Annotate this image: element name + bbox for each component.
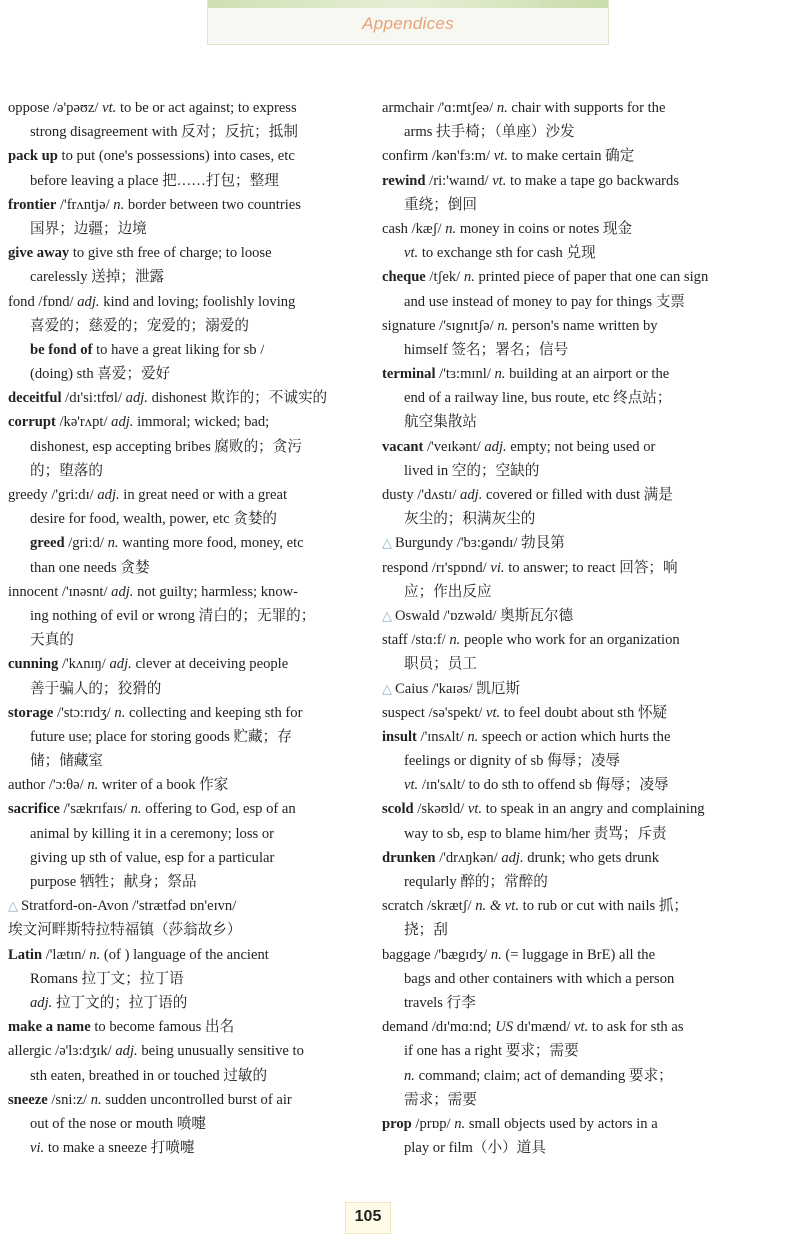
entry-text: building at an airport or the (505, 366, 670, 383)
page-section-title: Appendices (362, 14, 454, 33)
entry-text: Oswald /'ɒzwəld/ 奥斯瓦尔德 (395, 607, 574, 624)
part-of-speech: adj. (460, 487, 483, 503)
glossary-line (382, 1015, 784, 1039)
glossary-line (382, 1064, 784, 1088)
entry-text: 航空集散站 (404, 414, 477, 431)
entry-text: /sni:z/ (47, 1091, 91, 1108)
part-of-speech: n. (445, 220, 457, 237)
entry-text: signature /'sɪgnɪtʃə/ (382, 317, 498, 334)
entry-text: giving up sth of value, esp for a particular (30, 849, 275, 866)
entry-text: drunk; who gets drunk (523, 849, 660, 866)
glossary-line (382, 580, 784, 604)
entry-text: play or film（小）道具 (404, 1140, 546, 1157)
part-of-speech: adj. (111, 583, 134, 600)
part-of-speech: n. (490, 946, 502, 963)
entry-text: staff /stɑ:f/ (382, 632, 450, 649)
proper-noun-triangle-icon: △ (382, 680, 392, 696)
entry-text: suspect /sə'spekt/ (382, 704, 486, 721)
entry-text: collecting and keeping sth for (125, 704, 303, 721)
headword: pack up (8, 148, 58, 165)
entry-text: 天真的 (30, 632, 74, 649)
entry-text: demand /dɪ'mɑ:nd; (382, 1019, 496, 1036)
entry-text: command; claim; act of demanding 要求； (414, 1067, 673, 1084)
entry-text: armchair /'ɑ:mtʃeə/ (382, 100, 497, 116)
glossary-line (382, 749, 784, 773)
entry-text: end of a railway line, bus route, etc 终点站； (404, 390, 672, 407)
entry-text: /ɪn'sʌlt/ to do sth to offend sb 侮辱；凌辱 (418, 777, 669, 794)
entry-text: /'frʌntjə/ (56, 196, 114, 213)
glossary-line (8, 1088, 364, 1112)
part-of-speech: adj. (111, 414, 134, 431)
part-of-speech: vt. (404, 777, 419, 794)
entry-text: strong disagreement with 反对；反抗；抵制 (30, 124, 298, 141)
headword: rewind (382, 172, 426, 189)
part-of-speech: vi. (30, 1140, 45, 1157)
entry-text: /'veɪkənt/ (423, 438, 485, 455)
glossary-line (8, 628, 364, 652)
headword: drunken (382, 849, 436, 866)
entry-text: wanting more food, money, etc (118, 535, 304, 552)
glossary-line (8, 193, 364, 217)
entry-text: to make a tape go backwards (506, 172, 680, 189)
part-of-speech: vt. (492, 172, 507, 189)
headword: terminal (382, 366, 436, 383)
glossary-line (8, 870, 364, 894)
part-of-speech: US (495, 1019, 514, 1036)
entry-text: carelessly 送掉；泄露 (30, 269, 165, 286)
headword: prop (382, 1115, 412, 1132)
glossary-line (382, 459, 784, 483)
glossary-line (8, 386, 364, 410)
entry-text: to make a sneeze 打喷嚏 (44, 1140, 195, 1157)
entry-text: /prɒp/ (411, 1115, 455, 1132)
glossary-line (382, 918, 784, 942)
entry-text: to rub or cut with nails 抓； (519, 898, 689, 915)
entry-text: dishonest, esp accepting bribes 腐败的；贪污 (30, 438, 302, 455)
glossary-line (8, 362, 364, 386)
glossary-line (8, 1015, 364, 1039)
entry-text: 应；作出反应 (404, 583, 492, 600)
glossary-line (382, 169, 784, 193)
entry-text: to exchange sth for cash 兑现 (418, 245, 596, 262)
glossary-line (8, 314, 364, 338)
glossary-line (382, 217, 784, 241)
entry-text: Burgundy /'bɜ:gəndɪ/ 勃艮第 (395, 535, 565, 552)
glossary-line (8, 894, 364, 918)
part-of-speech: n. (114, 704, 126, 721)
part-of-speech: n. (87, 777, 99, 794)
glossary-line (8, 967, 364, 991)
part-of-speech: adj. (30, 994, 53, 1011)
entry-text: desire for food, wealth, power, etc 贪婪的 (30, 511, 278, 528)
entry-text: 的；堕落的 (30, 462, 103, 479)
entry-text: 埃文河畔斯特拉特福镇（莎翁故乡） (8, 922, 242, 939)
glossary-line (8, 677, 364, 701)
part-of-speech: n. (90, 1091, 102, 1108)
glossary-line (382, 386, 784, 410)
part-of-speech: n. (107, 535, 119, 552)
entry-text: Caius /'kaɪəs/ 凯厄斯 (395, 680, 521, 697)
entry-text: cash /kæʃ/ (382, 220, 446, 237)
entry-text: speech or action which hurts the (478, 728, 671, 745)
glossary-line (8, 531, 364, 555)
headword: storage (8, 704, 54, 721)
entry-text: not guilty; harmless; know- (133, 583, 299, 600)
entry-text: to have a great liking for sb / (92, 341, 265, 358)
entry-text: (doing) sth 喜爱；爱好 (30, 366, 171, 383)
glossary-line (382, 797, 784, 821)
part-of-speech: adj. (125, 390, 148, 407)
entry-text: to ask for sth as (588, 1019, 684, 1036)
entry-text: Romans 拉丁文；拉丁语 (30, 970, 184, 987)
glossary-line (382, 991, 784, 1015)
entry-text: oppose /ə'pəʊz/ (8, 100, 103, 116)
entry-text: out of the nose or mouth 喷嚏 (30, 1115, 206, 1132)
entry-text: reqularly 醉的；常醉的 (404, 874, 548, 890)
glossary-line (8, 120, 364, 144)
entry-text: ing nothing of evil or wrong 清白的；无罪的； (30, 607, 316, 624)
glossary-line (382, 894, 784, 918)
part-of-speech: vi. (490, 559, 505, 576)
entry-text: /dɪ'si:tfʊl/ (61, 390, 126, 407)
entry-text: and use instead of money to pay for things 支票 (404, 293, 685, 310)
glossary-line (382, 96, 784, 120)
glossary-line (382, 144, 784, 168)
entry-text: /'kʌnɪŋ/ (58, 656, 110, 673)
entry-text: person's name written by (508, 317, 658, 334)
entry-text: to put (one's possessions) into cases, etc (57, 148, 295, 165)
entry-text: lived in 空的；空缺的 (404, 462, 540, 479)
entry-text: future use; place for storing goods 贮藏；存 (30, 728, 292, 745)
entry-text: (= luggage in BrE) all the (501, 946, 656, 963)
headword: Latin (8, 946, 43, 963)
entry-text: travels 行李 (404, 994, 476, 1011)
part-of-speech: n. (494, 366, 506, 383)
part-of-speech: n. (496, 100, 508, 116)
entry-text: border between two countries (124, 196, 301, 213)
entry-text: /'lætɪn/ (42, 946, 90, 963)
glossary-line (382, 677, 784, 701)
glossary-line (382, 531, 784, 555)
entry-text: to feel doubt about sth 怀疑 (500, 704, 668, 721)
entry-text: Stratford-on-Avon /'strætfəd ɒn'eɪvn/ (21, 898, 237, 915)
glossary-column-left (8, 96, 364, 1160)
headword: greed (30, 535, 65, 552)
entry-text: to answer; to react 回答；响 (504, 559, 678, 576)
entry-text: /tʃek/ (425, 269, 464, 286)
glossary-line (382, 507, 784, 531)
part-of-speech: adj. (484, 438, 507, 455)
part-of-speech: adj. (97, 487, 120, 503)
glossary-line (8, 846, 364, 870)
glossary-line (8, 241, 364, 265)
glossary-line (8, 459, 364, 483)
entry-text: kind and loving; foolishly loving (99, 293, 296, 310)
entry-text: /skəʊld/ (413, 801, 468, 818)
glossary-line (8, 435, 364, 459)
entry-text: /gri:d/ (64, 535, 108, 552)
entry-text: feelings or dignity of sb 侮辱；凌辱 (404, 753, 621, 770)
part-of-speech: n. (497, 317, 509, 334)
entry-text: purpose 牺牲；献身；祭品 (30, 874, 197, 890)
glossary-line (382, 193, 784, 217)
entry-text: animal by killing it in a ceremony; loss or (30, 825, 274, 842)
headword: cheque (382, 269, 426, 286)
glossary-line (8, 96, 364, 120)
entry-text: 善于骗人的；狡猾的 (30, 680, 162, 697)
part-of-speech: n. & vt. (475, 898, 519, 915)
proper-noun-triangle-icon: △ (382, 535, 392, 551)
glossary-line (382, 120, 784, 144)
entry-text: clever at deceiving people (131, 656, 289, 673)
entry-text: fond /fɒnd/ (8, 293, 78, 310)
entry-text: to become famous 出名 (90, 1019, 235, 1036)
entry-text: arms 扶手椅；（单座）沙发 (404, 124, 575, 141)
glossary-line (8, 604, 364, 628)
entry-text: greedy /'gri:dɪ/ (8, 487, 98, 503)
entry-text: small objects used by actors in a (465, 1115, 658, 1132)
entry-text: sudden uncontrolled burst of air (101, 1091, 292, 1108)
entry-text: in great need or with a great (119, 487, 288, 503)
glossary-line (382, 822, 784, 846)
part-of-speech: n. (454, 1115, 466, 1132)
entry-text: /ri:'waɪnd/ (425, 172, 493, 189)
glossary-line (8, 1039, 364, 1063)
entry-text: dusty /'dʌstɪ/ (382, 487, 461, 503)
entry-text: himself 签名；署名；信号 (404, 341, 569, 358)
headword: corrupt (8, 414, 56, 431)
glossary-line (8, 265, 364, 289)
glossary-line (382, 870, 784, 894)
entry-text: people who work for an organization (460, 632, 680, 649)
entry-text: to give sth free of charge; to loose (69, 245, 272, 262)
part-of-speech: n. (89, 946, 101, 963)
entry-text: being unusually sensitive to (137, 1043, 304, 1060)
entry-text: offering to God, esp of an (141, 801, 296, 818)
glossary-line (382, 265, 784, 289)
glossary-line (8, 144, 364, 168)
glossary-line (382, 701, 784, 725)
part-of-speech: vt. (467, 801, 483, 818)
headword: frontier (8, 196, 57, 213)
entry-text: to make certain 确定 (507, 148, 635, 165)
entry-text: 喜爱的；慈爱的；宠爱的；溺爱的 (30, 317, 249, 334)
headword: insult (382, 728, 417, 745)
entry-text: covered or filled with dust 满是 (482, 487, 673, 503)
glossary-line (382, 1039, 784, 1063)
page-number: 105 (354, 1208, 382, 1225)
entry-text: /'tɜ:mɪnl/ (435, 366, 495, 383)
part-of-speech: n. (404, 1067, 415, 1084)
entry-text: to speak in an angry and complaining (482, 801, 705, 818)
glossary-line (382, 410, 784, 434)
glossary-line (382, 628, 784, 652)
entry-text: dɪ'mænd/ (513, 1019, 575, 1036)
headword: cunning (8, 656, 59, 673)
headword: make a name (8, 1019, 91, 1036)
part-of-speech: vt. (485, 704, 501, 721)
entry-text: 职员；员工 (404, 656, 477, 673)
page-number-box (345, 1202, 391, 1234)
glossary-line (8, 1136, 364, 1160)
entry-text: allergic /ə'lɜ:dʒɪk/ (8, 1043, 116, 1060)
entry-text: (of ) language of the ancient (100, 946, 269, 963)
glossary-line (8, 410, 364, 434)
entry-text: author /'ɔ:θə/ (8, 777, 88, 794)
entry-text: way to sb, esp to blame him/her 责骂；斥责 (404, 825, 667, 842)
part-of-speech: vt. (404, 245, 419, 262)
headword: scold (382, 801, 414, 818)
glossary-column-right (382, 96, 784, 1160)
headword: vacant (382, 438, 424, 455)
entry-text: /'sækrɪfaɪs/ (59, 801, 131, 818)
headword: give away (8, 245, 70, 262)
entry-text: 储；储藏室 (30, 753, 103, 770)
entry-text: money in coins or notes 现金 (456, 220, 633, 237)
proper-noun-triangle-icon: △ (382, 607, 392, 623)
entry-text: if one has a right 要求；需要 (404, 1043, 579, 1060)
headword: deceitful (8, 390, 62, 407)
entry-text: empty; not being used or (506, 438, 656, 455)
entry-text: baggage /'bægɪdʒ/ (382, 946, 491, 963)
glossary-line (8, 943, 364, 967)
entry-text: /'drʌŋkən/ (435, 849, 502, 866)
entry-text: respond /rɪ'spɒnd/ (382, 559, 491, 576)
entry-text: 需求；需要 (404, 1091, 477, 1108)
part-of-speech: n. (463, 269, 475, 286)
part-of-speech: n. (113, 196, 125, 213)
entry-text: chair with supports for the (507, 100, 666, 116)
part-of-speech: adj. (115, 1043, 138, 1060)
glossary-line (8, 822, 364, 846)
headword: sneeze (8, 1091, 48, 1108)
entry-text: bags and other containers with which a person (404, 970, 675, 987)
glossary-line (382, 338, 784, 362)
part-of-speech: vt. (493, 148, 508, 165)
glossary-line (382, 1136, 784, 1160)
glossary-line (382, 483, 784, 507)
part-of-speech: adj. (501, 849, 524, 866)
header-tab (207, 0, 609, 45)
glossary-line (382, 846, 784, 870)
glossary-line (8, 701, 364, 725)
glossary-line (8, 797, 364, 821)
entry-text: before leaving a place 把……打包；整理 (30, 172, 279, 189)
glossary-line (8, 507, 364, 531)
part-of-speech: n. (467, 728, 479, 745)
part-of-speech: vt. (574, 1019, 589, 1036)
part-of-speech: vt. (102, 100, 117, 116)
entry-text: scratch /skrætʃ/ (382, 898, 476, 915)
glossary-line (382, 652, 784, 676)
glossary-line (8, 918, 364, 942)
entry-text: 拉丁文的；拉丁语的 (52, 994, 188, 1011)
entry-text: 灰尘的；积满灰尘的 (404, 511, 536, 528)
glossary-line (382, 773, 784, 797)
glossary-line (8, 290, 364, 314)
glossary-line (382, 556, 784, 580)
glossary-line (8, 991, 364, 1015)
entry-text: innocent /'ɪnəsnt/ (8, 583, 112, 600)
glossary-line (382, 435, 784, 459)
glossary-line (382, 943, 784, 967)
glossary-line (382, 1112, 784, 1136)
proper-noun-triangle-icon: △ (8, 898, 18, 914)
glossary-line (8, 580, 364, 604)
entry-text: confirm /kən'fɜ:m/ (382, 148, 494, 165)
entry-text: than one needs 贪婪 (30, 559, 150, 576)
glossary-line (382, 362, 784, 386)
glossary-line (8, 652, 364, 676)
glossary-line (8, 725, 364, 749)
entry-text: writer of a book 作家 (98, 777, 229, 794)
glossary-line (382, 967, 784, 991)
headword: sacrifice (8, 801, 60, 818)
entry-text: 挠；刮 (404, 922, 448, 939)
part-of-speech: n. (449, 632, 461, 649)
header-decoration (208, 0, 608, 8)
headword: be fond of (30, 341, 93, 358)
entry-text: dishonest 欺诈的；不诚实的 (147, 390, 328, 407)
glossary-line (382, 725, 784, 749)
glossary-line (8, 773, 364, 797)
entry-text: /kə'rʌpt/ (55, 414, 112, 431)
glossary-line (8, 1112, 364, 1136)
glossary-line (8, 749, 364, 773)
part-of-speech: n. (130, 801, 142, 818)
entry-text: /'stɔ:rɪdʒ/ (53, 704, 115, 721)
part-of-speech: adj. (77, 293, 100, 310)
glossary-line (382, 1088, 784, 1112)
entry-text: printed piece of paper that one can sign (474, 269, 709, 286)
entry-text: sth eaten, breathed in or touched 过敏的 (30, 1067, 268, 1084)
glossary-line (8, 1064, 364, 1088)
glossary-line (382, 290, 784, 314)
glossary-line (382, 241, 784, 265)
entry-text: to be or act against; to express (116, 100, 297, 116)
glossary-line (8, 217, 364, 241)
glossary-line (8, 483, 364, 507)
glossary-line (8, 556, 364, 580)
entry-text: 重绕；倒回 (404, 196, 477, 213)
glossary-line (382, 604, 784, 628)
glossary-line (8, 338, 364, 362)
glossary-line (8, 169, 364, 193)
glossary-line (382, 314, 784, 338)
entry-text: 国界；边疆；边境 (30, 220, 147, 237)
entry-text: immoral; wicked; bad; (133, 414, 270, 431)
part-of-speech: adj. (109, 656, 132, 673)
entry-text: /'ɪnsʌlt/ (416, 728, 468, 745)
